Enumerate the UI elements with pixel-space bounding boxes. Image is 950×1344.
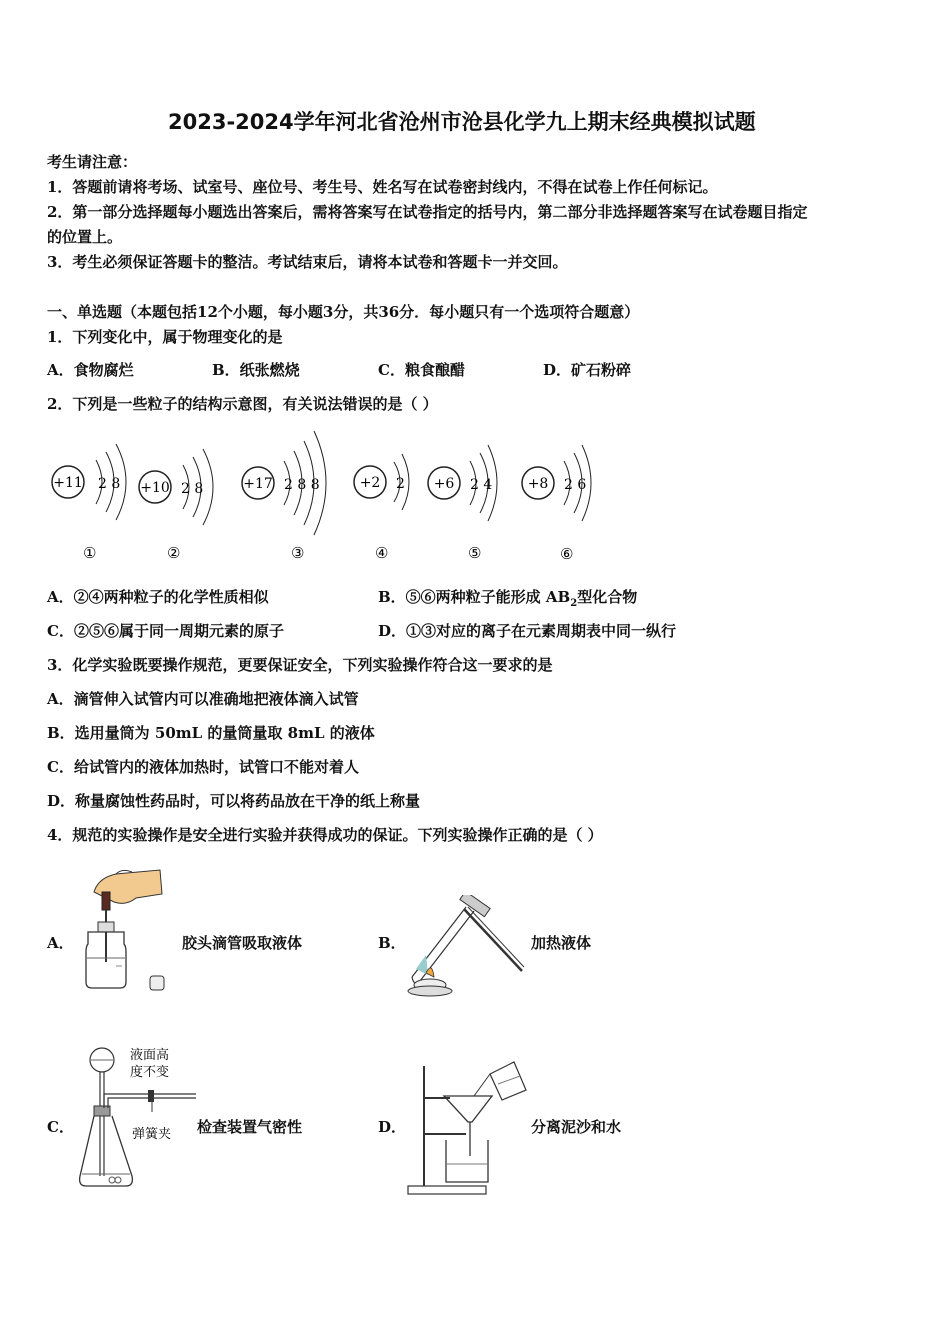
q2-option-b [378,587,637,614]
q4-option-b-letter: B． [378,934,406,952]
liquid-level-note-2: 度不变 [130,1065,170,1080]
particle-diagrams [40,425,620,570]
particle-3 [242,431,326,562]
particle-6 [522,445,591,563]
notice-item-3: 3．考生必须保证答题卡的整洁。考试结束后，请将本试卷和答题卡一并交回。 [47,253,568,271]
q1-option-d: D．矿石粉碎 [543,361,632,379]
q2-option-d: D．①③对应的离子在元素周期表中同一纵行 [378,622,677,640]
q2-option-a: A．②④两种粒子的化学性质相似 [47,588,269,606]
liquid-level-note-1: 液面高 [130,1048,170,1063]
particle-2-label: ② [167,544,181,562]
q3-option-d: D．称量腐蚀性药品时，可以将药品放在干净的纸上称量 [47,792,421,810]
q1-option-c: C．粮食酿醋 [378,361,465,379]
notice-heading: 考生请注意： [47,153,138,171]
particle-3-shells: 2 8 8 [284,477,320,493]
particle-2-nucleus: +10 [140,480,170,496]
particle-5-label: ⑤ [468,544,482,562]
particle-4-nucleus: +2 [359,475,381,491]
q2-option-b-suffix: 型化合物 [577,588,638,606]
notice-item-2: 2．第一部分选择题每小题选出答案后，需将答案写在试卷指定的括号内，第二部分非选择题答案写在试卷题目指定 [47,203,808,221]
q4-option-c-letter: C． [47,1118,74,1136]
heating-figure [404,895,526,999]
q4-option-c-text: 检查装置气密性 [197,1118,303,1136]
particle-4-label: ④ [375,544,389,562]
q3-option-c: C．给试管内的液体加热时，试管口不能对着人 [47,758,359,776]
particle-4 [354,454,409,562]
particle-3-label: ③ [291,544,305,562]
section-heading: 一、单选题（本题包括12个小题，每小题3分，共36分．每小题只有一个选项符合题意） [47,303,640,321]
q1-option-b: B．纸张燃烧 [212,361,300,379]
airtightness-figure [72,1046,196,1192]
q3-option-b: B．选用量筒为 50mL 的量筒量取 8mL 的液体 [47,724,375,742]
q2-option-b-sub: 2 [570,598,578,609]
particle-4-shells: 2 [396,476,405,492]
filtration-figure [404,1060,528,1198]
particle-1-shells: 2 8 [98,476,121,492]
q1-option-a: A．食物腐烂 [47,361,134,379]
particle-1-nucleus: +11 [53,475,83,491]
page-title: 2023-2024学年河北省沧州市沧县化学九上期末经典模拟试题 [168,110,756,134]
q2-option-b-text: B．⑤⑥两种粒子能形成 AB [378,588,571,606]
q4-option-d-letter: D． [378,1118,407,1136]
dropper-figure [76,862,168,994]
particle-1-label: ① [83,544,97,562]
q2-option-c: C．②⑤⑥属于同一周期元素的原子 [47,622,284,640]
q4-option-a-letter: A． [47,934,74,952]
particle-2-shells: 2 8 [181,481,204,497]
q1-stem: 1．下列变化中，属于物理变化的是 [47,328,283,346]
q3-stem: 3．化学实验既要操作规范，更要保证安全，下列实验操作符合这一要求的是 [47,656,553,674]
q4-option-a-text: 胶头滴管吸取液体 [182,934,303,952]
q4-stem: 4．规范的实验操作是安全进行实验并获得成功的保证。下列实验操作正确的是（ ） [47,826,603,844]
particle-6-shells: 2 6 [564,477,587,493]
q4-option-d-text: 分离泥沙和水 [531,1118,622,1136]
spring-clip-note: 弹簧夹 [132,1127,172,1142]
notice-item-1: 1．答题前请将考场、试室号、座位号、考生号、姓名写在试卷密封线内，不得在试卷上作任何标记。 [47,178,718,196]
q4-option-b-text: 加热液体 [531,934,592,952]
notice-item-2-cont: 的位置上。 [47,228,123,246]
q2-stem: 2．下列是一些粒子的结构示意图，有关说法错误的是（ ） [47,395,438,413]
particle-5-nucleus: +6 [433,476,455,492]
particle-5-shells: 2 4 [470,477,493,493]
particle-1 [52,444,126,562]
particle-6-label: ⑥ [560,545,574,563]
particle-6-nucleus: +8 [527,476,549,492]
particle-2 [139,449,213,562]
particle-3-nucleus: +17 [243,476,273,492]
q3-option-a: A．滴管伸入试管内可以准确地把液体滴入试管 [47,690,359,708]
particle-5 [428,445,497,562]
